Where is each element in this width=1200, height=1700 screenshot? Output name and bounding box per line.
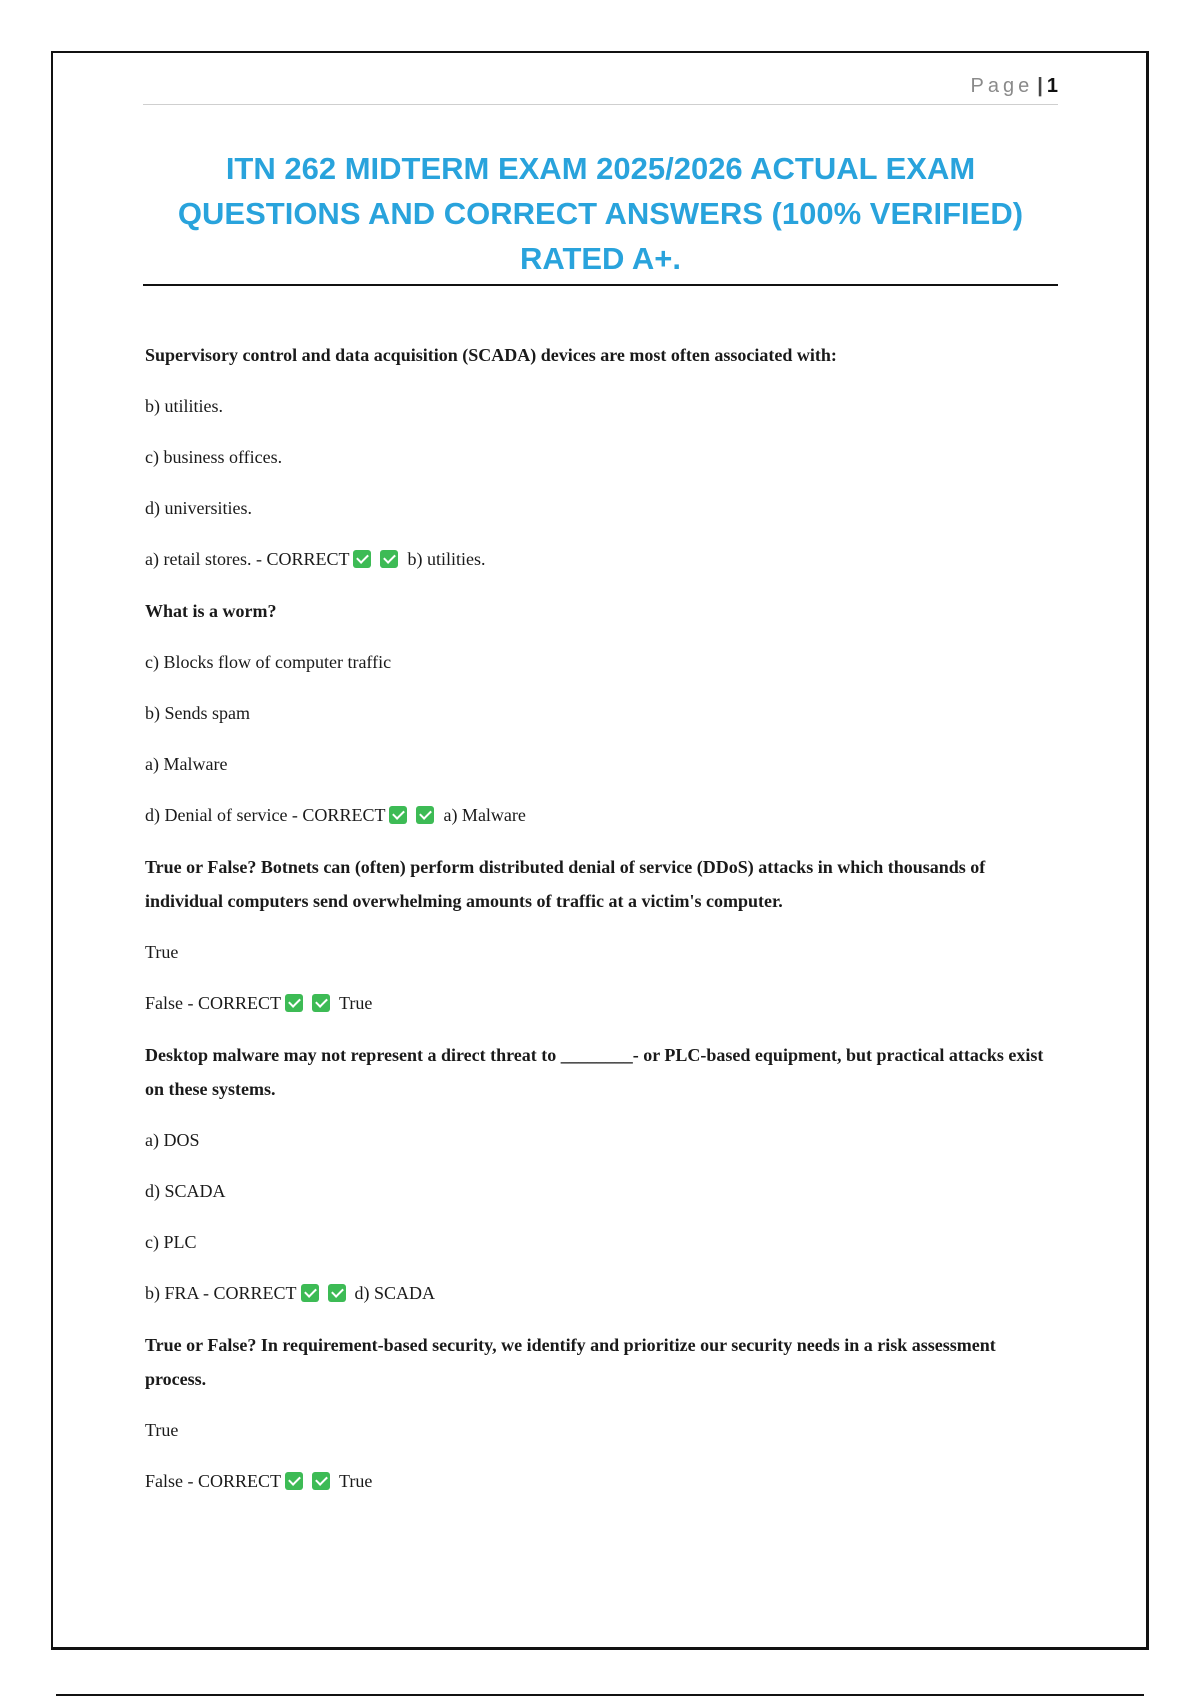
correct-answer-line [145,986,1050,1020]
check-box-icon [353,550,371,568]
answer-option: b) utilities. [145,396,223,416]
correct-answer-value: b) utilities. [407,549,486,569]
correct-answer-value: a) Malware [443,805,526,825]
question-prompt: True or False? In requirement-based security, we identify and prioritize our security needs in a risk assessment process. [145,1335,996,1389]
correct-answer-value: True [339,1471,373,1491]
title-divider [143,284,1058,286]
answer-prefix: False - CORRECT [145,993,282,1013]
answer-option: b) Sends spam [145,703,250,723]
answer-option: d) SCADA [145,1181,226,1201]
check-box-icon [285,1472,303,1490]
answer-option: True [145,1420,179,1440]
answer-prefix: b) FRA - CORRECT [145,1283,297,1303]
answer-option: a) Malware [145,754,228,774]
check-box-icon [285,994,303,1012]
question-prompt: Supervisory control and data acquisition (SCADA) devices are most often associated with: [145,345,837,365]
correct-answer-line [145,798,1050,832]
answer-prefix: False - CORRECT [145,1471,282,1491]
question-prompt: What is a worm? [145,601,277,621]
correct-answer-line [145,1276,1050,1310]
answer-option: a) DOS [145,1130,200,1150]
check-box-icon [380,550,398,568]
correct-answer-line [145,1464,1050,1498]
check-box-icon [389,806,407,824]
answer-option: c) Blocks flow of computer traffic [145,652,392,672]
check-box-icon [416,806,434,824]
question-prompt: Desktop malware may not represent a direct threat to ________- or PLC-based equipment, but practical attacks exist on these systems. [145,1045,1044,1099]
check-box-icon [301,1284,319,1302]
answer-option: c) PLC [145,1232,197,1252]
answer-option: d) universities. [145,498,252,518]
correct-answer-line [145,542,1050,576]
question-prompt: True or False? Botnets can (often) perform distributed denial of service (DDoS) attacks in which thousands of individual computers send overwhelming amounts of traffic at a victim's computer. [145,857,986,911]
footer-divider [56,1694,1144,1696]
correct-answer-value: d) SCADA [354,1283,436,1303]
document-title: ITN 262 MIDTERM EXAM 2025/2026 ACTUAL EXAM QUESTIONS AND CORRECT ANSWERS (100% VERIFIED) RATED A+. [177,151,1024,276]
page-separator: | [1037,75,1043,97]
question-list [145,338,1050,1516]
correct-answer-value: True [339,993,373,1013]
answer-option: True [145,942,179,962]
check-box-icon [312,1472,330,1490]
page-header [143,72,1058,105]
check-box-icon [328,1284,346,1302]
page-number: 1 [1046,75,1058,97]
page-label: Page [970,75,1034,97]
answer-option: c) business offices. [145,447,283,467]
check-box-icon [312,994,330,1012]
answer-prefix: d) Denial of service - CORRECT [145,805,386,825]
answer-prefix: a) retail stores. - CORRECT [145,549,350,569]
